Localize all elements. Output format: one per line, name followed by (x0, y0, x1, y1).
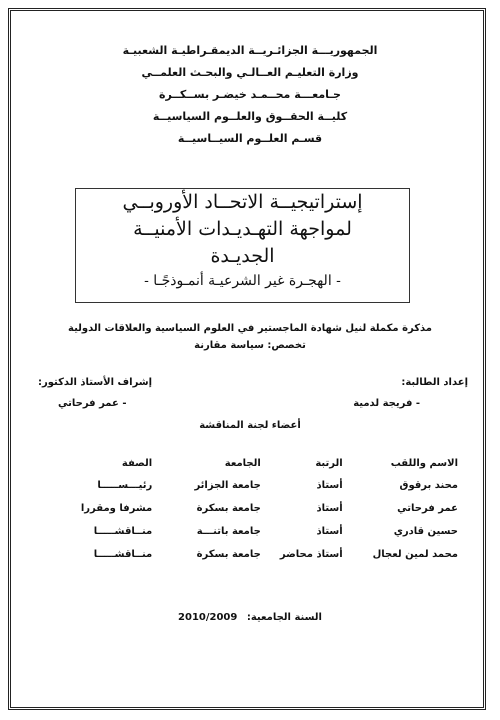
table-row (45, 520, 460, 543)
prepared-by-label: إعداد الطالبة: (401, 377, 468, 388)
header-rank: الرتبة (315, 457, 343, 469)
member-university: جامعة الجزائر (194, 480, 261, 491)
academic-year (0, 612, 500, 623)
header-ministry: وزارة التعليـم العــالـي والبحـث العلمــي (141, 66, 359, 79)
header-republic: الجمهوريـــة الجزائـريــة الديمقـراطيـة الشعبيـة (122, 44, 378, 57)
student-name: - فريجة لدمية (353, 398, 420, 409)
title-line-3: الجديـدة (210, 245, 275, 267)
member-rank: أستاذ (316, 503, 343, 514)
table-row (45, 497, 460, 520)
header-university: الجامعة (224, 457, 261, 469)
member-rank: أستاذ (316, 480, 343, 491)
member-role: رئيـــســـــا (97, 480, 153, 491)
member-name: عمر فرحاتي (397, 503, 458, 514)
member-rank: أستاذ محاضر (279, 549, 343, 560)
member-university: جامعة باتنـــة (196, 526, 261, 537)
title-line-2: لمواجهة التهـديـدات الأمنيــة (133, 218, 352, 240)
header-name: الاسم واللقب (390, 457, 458, 469)
member-name: محمد لمين لعجال (372, 549, 458, 560)
supervisor-name: - عمر فرحاتي (58, 398, 127, 409)
header-university: جـامعـــة محــمـد خيضـر بســكــرة (159, 88, 341, 101)
header-faculty: كليــة الحقــوق والعلــوم السياسيــة (152, 110, 348, 123)
member-role: منــاقشـــــا (93, 549, 153, 560)
member-university: جامعة بسكرة (196, 503, 261, 514)
table-row (45, 543, 460, 566)
committee-table (45, 452, 460, 566)
committee-title: أعضاء لجنة المناقشة (199, 420, 301, 431)
memo-line-1: مذكرة مكملة لنيل شهادة الماجستير في العلوم السياسية والعلاقات الدولية (68, 323, 432, 334)
academic-year-label: السنة الجامعية: (246, 612, 322, 623)
supervisor-label: إشراف الأستاذ الدكتور: (38, 377, 153, 388)
title-line-1: إستراتيجيــة الاتحــاد الأوروبــي (122, 191, 363, 213)
memo-description (60, 320, 440, 354)
institution-header (40, 40, 460, 150)
member-university: جامعة بسكرة (196, 549, 261, 560)
member-role: مشرفا ومقررا (80, 503, 153, 514)
academic-year-value: 2010/2009 (178, 612, 238, 623)
member-rank: أستاذ (316, 526, 343, 537)
member-role: منــاقشـــــا (93, 526, 153, 537)
table-row (45, 474, 460, 497)
thesis-title-box (75, 188, 410, 303)
member-name: حسين قادري (393, 526, 458, 537)
header-role: الصفة (121, 457, 153, 469)
member-name: محند برقوق (399, 480, 458, 491)
header-department: قسـم العلــوم السيــاسيــة (177, 132, 323, 145)
title-subtitle: - الهجـرة غير الشرعيـة أنمـوذجًـا - (144, 273, 341, 289)
table-header-row (45, 452, 460, 474)
memo-specialty: تخصص: سياسة مقارنة (194, 340, 306, 351)
